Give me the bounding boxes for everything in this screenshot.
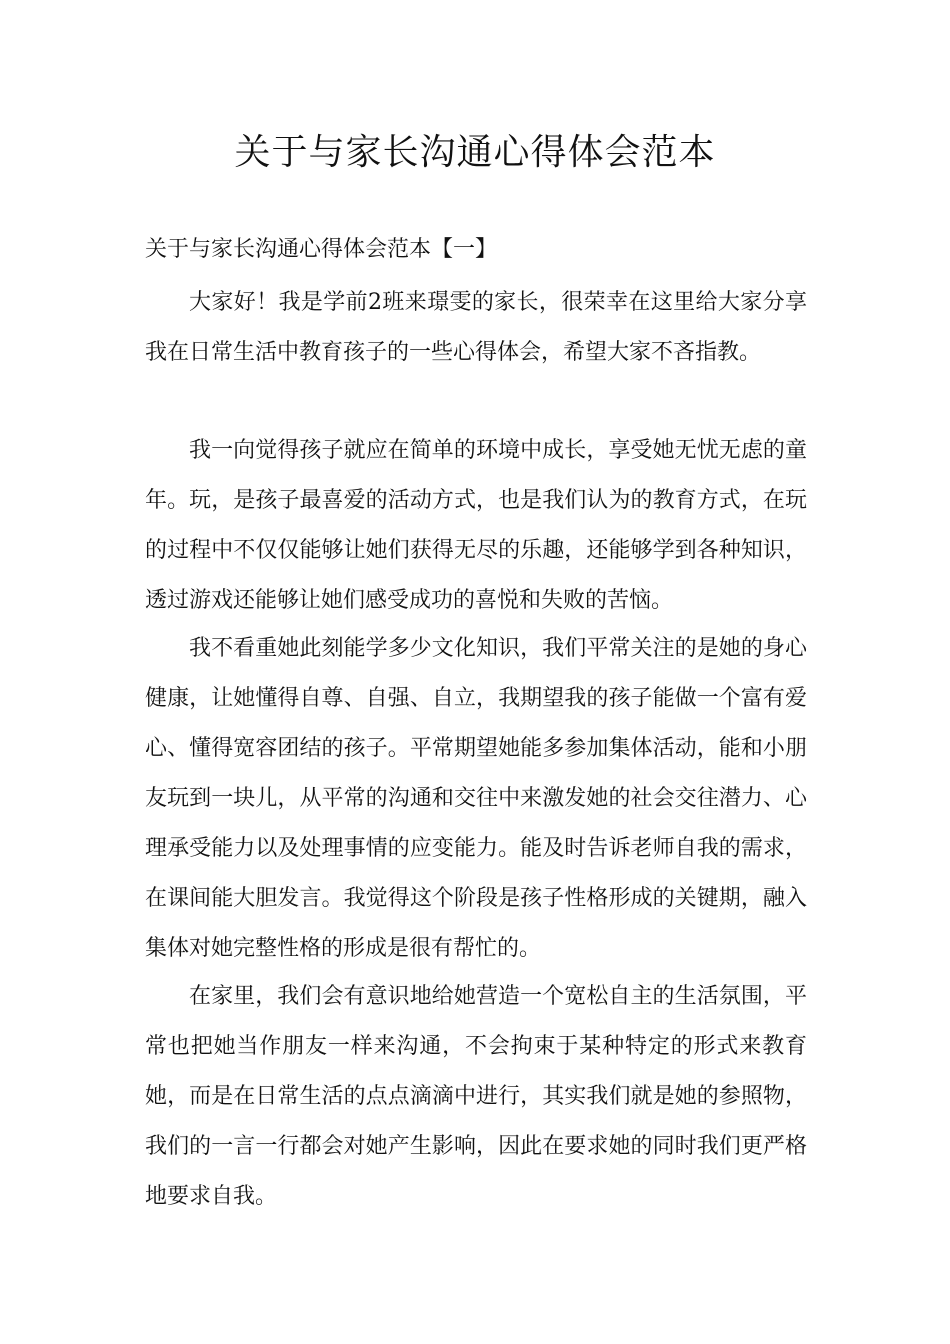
document-title: 关于与家长沟通心得体会范本 [234,132,716,173]
paragraph-4: 在家里，我们会有意识地给她营造一个宽松自主的生活氛围，平常也把她当作朋友一样来沟通，不会拘束于某种特定的形式来教育她，而是在日常生活的点点滴滴中进行，其实我们就是她的参照物，我们的一言一行都会对她产生影响，因此在要求她的同时我们更严格地要求自我。 [145,984,807,1209]
section-heading: 关于与家长沟通心得体会范本【一】 [145,237,498,262]
paragraph-2: 我一向觉得孩子就应在简单的环境中成长，享受她无忧无虑的童年。玩，是孩子最喜爱的活动方式，也是我们认为的教育方式，在玩的过程中不仅仅能够让她们获得无尽的乐趣，还能够学到各种知识，透过游戏还能够让她们感受成功的喜悦和失败的苦恼。 [145,438,807,613]
paragraph-1: 大家好！我是学前2班来璟雯的家长，很荣幸在这里给大家分享我在日常生活中教育孩子的一些心得体会，希望大家不吝指教。 [145,290,807,365]
paragraph-3: 我不看重她此刻能学多少文化知识，我们平常关注的是她的身心健康，让她懂得自尊、自强、自立，我期望我的孩子能做一个富有爱心、懂得宽容团结的孩子。平常期望她能多参加集体活动，能和小朋友玩到一块儿，从平常的沟通和交往中来激发她的社会交往潜力、心理承受能力以及处理事情的应变能力。能及时告诉老师自我的需求，在课间能大胆发言。我觉得这个阶段是孩子性格形成的关键期，融入集体对她完整性格的形成是很有帮忙的。 [145,636,807,961]
